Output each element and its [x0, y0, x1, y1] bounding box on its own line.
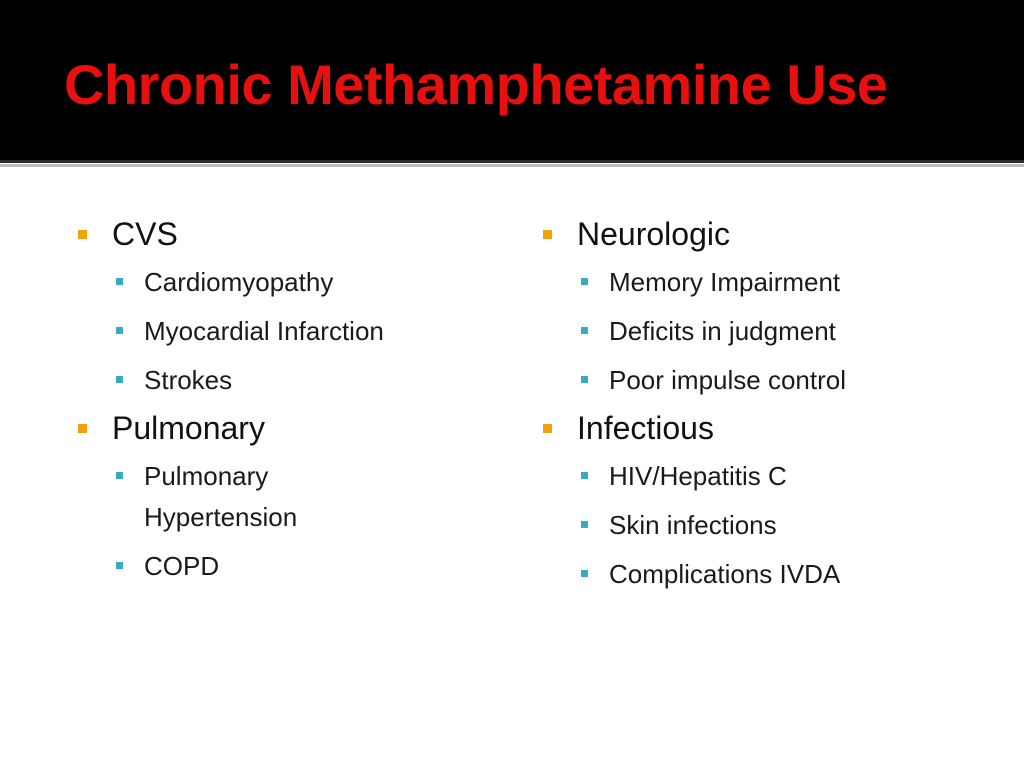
title-divider-dark	[0, 160, 1024, 163]
square-bullet-icon	[116, 327, 123, 334]
list-item	[579, 262, 983, 303]
list-item-label: Memory Impairment	[609, 267, 841, 297]
sub-list	[543, 456, 983, 595]
list-item	[579, 311, 983, 352]
square-bullet-icon	[581, 521, 588, 528]
list-item	[114, 311, 498, 352]
square-bullet-icon	[581, 570, 588, 577]
sub-list	[78, 262, 498, 401]
list-item	[114, 456, 344, 538]
section-heading-label: CVS	[112, 216, 178, 252]
section-heading	[543, 407, 983, 449]
square-bullet-icon	[581, 278, 588, 285]
square-bullet-icon	[116, 376, 123, 383]
list-item	[114, 546, 498, 587]
section-heading-label: Infectious	[577, 410, 714, 446]
list-item	[579, 554, 983, 595]
square-bullet-icon	[116, 562, 123, 569]
list-item-label: COPD	[144, 551, 220, 581]
sub-list	[543, 262, 983, 401]
slide-title: Chronic Methamphetamine Use	[64, 53, 888, 116]
list-item-label: HIV/Hepatitis C	[609, 461, 787, 491]
list-item	[114, 262, 498, 303]
section-heading-label: Pulmonary	[112, 410, 265, 446]
title-bar	[0, 0, 1024, 160]
square-bullet-icon	[78, 424, 87, 433]
square-bullet-icon	[581, 327, 588, 334]
square-bullet-icon	[543, 230, 552, 239]
section-heading	[78, 407, 498, 449]
section-infectious	[543, 407, 983, 595]
square-bullet-icon	[543, 424, 552, 433]
section-cvs	[78, 213, 498, 401]
list-item-label: Poor impulse control	[609, 365, 846, 395]
square-bullet-icon	[116, 278, 123, 285]
list-item-label: Pulmonary Hypertension	[144, 461, 298, 532]
section-pulmonary	[78, 407, 498, 587]
square-bullet-icon	[78, 230, 87, 239]
list-item-label: Strokes	[144, 365, 233, 395]
title-divider-light	[0, 164, 1024, 167]
sub-list	[78, 456, 498, 587]
section-heading	[543, 213, 983, 255]
section-heading-label: Neurologic	[577, 216, 730, 252]
square-bullet-icon	[116, 472, 123, 479]
list-item-label: Myocardial Infarction	[144, 316, 384, 346]
section-neurologic	[543, 213, 983, 401]
section-heading	[78, 213, 498, 255]
list-item-label: Deficits in judgment	[609, 316, 836, 346]
list-item-label: Skin infections	[609, 510, 777, 540]
list-item	[114, 360, 498, 401]
right-column	[543, 213, 983, 601]
square-bullet-icon	[581, 472, 588, 479]
left-column	[78, 213, 498, 593]
list-item-label: Complications IVDA	[609, 559, 841, 589]
list-item	[579, 456, 983, 497]
square-bullet-icon	[581, 376, 588, 383]
list-item-label: Cardiomyopathy	[144, 267, 334, 297]
list-item	[579, 360, 983, 401]
list-item	[579, 505, 983, 546]
